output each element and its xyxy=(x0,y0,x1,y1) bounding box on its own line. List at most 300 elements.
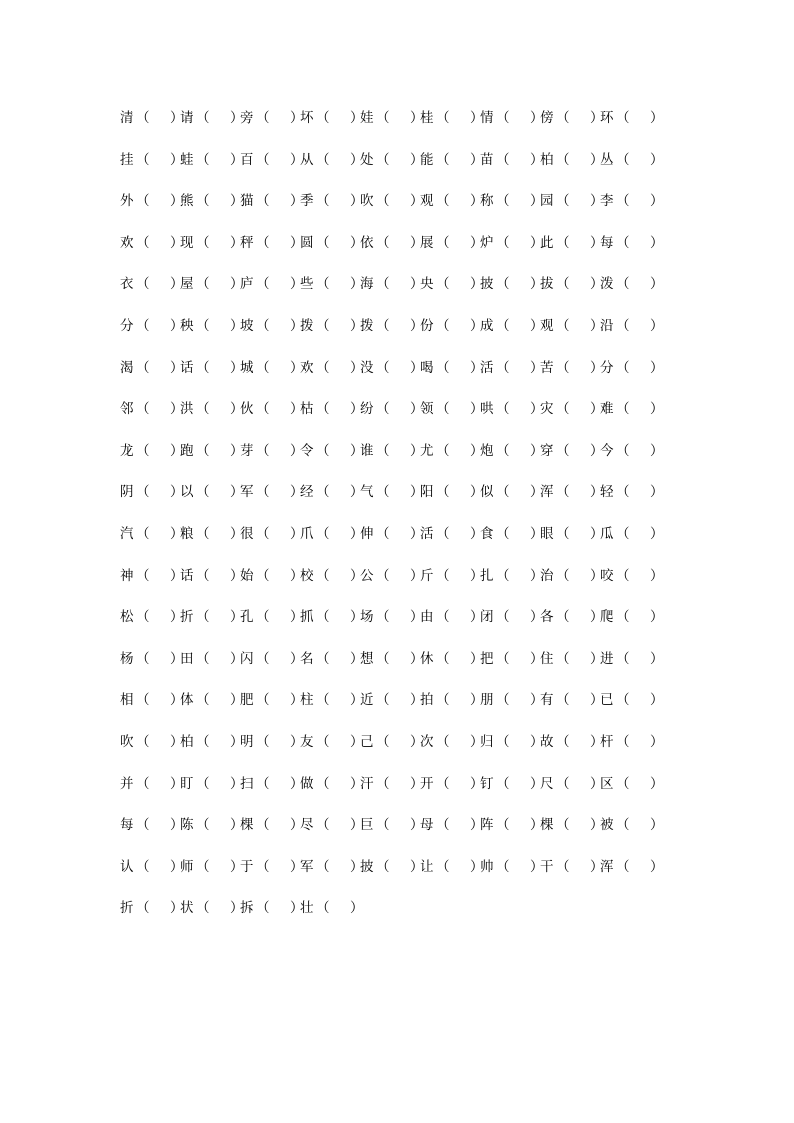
open-paren: （ xyxy=(136,775,150,792)
worksheet-row xyxy=(120,233,680,275)
close-paren: ） xyxy=(530,858,544,875)
close-paren: ） xyxy=(350,110,364,126)
character-blank xyxy=(360,316,424,336)
open-paren: （ xyxy=(136,900,150,917)
character: 情 xyxy=(480,110,494,126)
character-blank xyxy=(480,191,544,211)
close-paren: ） xyxy=(230,484,244,501)
close-paren: ） xyxy=(410,525,424,542)
close-paren: ） xyxy=(350,359,364,376)
close-paren: ） xyxy=(170,692,184,709)
open-paren: （ xyxy=(196,151,210,168)
close-paren: ） xyxy=(650,234,664,251)
close-paren: ） xyxy=(470,692,484,709)
character: 似 xyxy=(480,484,494,501)
character: 棵 xyxy=(240,817,254,834)
character-blank xyxy=(420,732,484,752)
character-blank xyxy=(240,233,304,253)
close-paren: ） xyxy=(290,733,304,750)
open-paren: （ xyxy=(496,401,510,418)
open-paren: （ xyxy=(136,817,150,834)
character-blank xyxy=(420,774,484,794)
character-blank xyxy=(300,566,364,586)
open-paren: （ xyxy=(556,525,570,542)
open-paren: （ xyxy=(616,359,630,376)
close-paren: ） xyxy=(650,525,664,542)
close-paren: ） xyxy=(290,692,304,709)
character: 每 xyxy=(120,817,134,834)
open-paren: （ xyxy=(436,609,450,626)
character-blank xyxy=(600,482,664,502)
character-blank xyxy=(480,233,544,253)
open-paren: （ xyxy=(616,609,630,626)
character-blank xyxy=(420,482,484,502)
open-paren: （ xyxy=(136,359,150,376)
character: 开 xyxy=(420,775,434,792)
character: 被 xyxy=(600,817,614,834)
close-paren: ） xyxy=(350,858,364,875)
character-blank xyxy=(240,566,304,586)
character-blank xyxy=(240,815,304,835)
character: 神 xyxy=(120,567,134,584)
worksheet-row xyxy=(120,566,680,608)
close-paren: ） xyxy=(290,401,304,418)
character-blank xyxy=(600,441,664,461)
close-paren: ） xyxy=(530,567,544,584)
open-paren: （ xyxy=(256,525,270,542)
close-paren: ） xyxy=(530,359,544,376)
close-paren: ） xyxy=(470,567,484,584)
character-blank xyxy=(180,774,244,794)
open-paren: （ xyxy=(136,401,150,418)
close-paren: ） xyxy=(290,442,304,459)
character-blank xyxy=(600,316,664,336)
character-blank xyxy=(300,399,364,419)
open-paren: （ xyxy=(436,151,450,168)
open-paren: （ xyxy=(376,484,390,501)
character: 从 xyxy=(300,151,314,168)
open-paren: （ xyxy=(616,110,630,126)
close-paren: ） xyxy=(230,817,244,834)
character: 请 xyxy=(180,110,194,126)
character: 公 xyxy=(360,567,374,584)
open-paren: （ xyxy=(256,817,270,834)
character: 衣 xyxy=(120,276,134,293)
open-paren: （ xyxy=(376,234,390,251)
character: 杨 xyxy=(120,650,134,667)
open-paren: （ xyxy=(436,525,450,542)
close-paren: ） xyxy=(470,442,484,459)
open-paren: （ xyxy=(316,609,330,626)
worksheet-row xyxy=(120,316,680,358)
open-paren: （ xyxy=(316,359,330,376)
character-blank xyxy=(180,566,244,586)
character-blank xyxy=(600,150,664,170)
close-paren: ） xyxy=(350,484,364,501)
open-paren: （ xyxy=(136,692,150,709)
close-paren: ） xyxy=(290,525,304,542)
character: 粮 xyxy=(180,525,194,542)
open-paren: （ xyxy=(316,567,330,584)
character: 浑 xyxy=(540,484,554,501)
character-blank xyxy=(360,607,424,627)
character: 盯 xyxy=(180,775,194,792)
close-paren: ） xyxy=(290,193,304,210)
character-blank xyxy=(300,274,364,294)
open-paren: （ xyxy=(556,775,570,792)
character: 挂 xyxy=(120,151,134,168)
character-blank xyxy=(600,607,664,627)
character: 扫 xyxy=(240,775,254,792)
close-paren: ） xyxy=(530,525,544,542)
close-paren: ） xyxy=(410,317,424,334)
character: 旁 xyxy=(240,110,254,126)
open-paren: （ xyxy=(136,733,150,750)
close-paren: ） xyxy=(470,193,484,210)
close-paren: ） xyxy=(650,484,664,501)
character-blank xyxy=(600,358,664,378)
character: 欢 xyxy=(120,234,134,251)
open-paren: （ xyxy=(616,733,630,750)
open-paren: （ xyxy=(496,151,510,168)
close-paren: ） xyxy=(350,234,364,251)
character: 吹 xyxy=(120,733,134,750)
close-paren: ） xyxy=(290,858,304,875)
character-blank xyxy=(240,108,304,128)
character: 称 xyxy=(480,193,494,210)
character: 炮 xyxy=(480,442,494,459)
open-paren: （ xyxy=(256,567,270,584)
open-paren: （ xyxy=(436,234,450,251)
character-blank xyxy=(540,316,604,336)
character-blank xyxy=(300,150,364,170)
worksheet-row xyxy=(120,482,680,524)
open-paren: （ xyxy=(436,650,450,667)
character-blank xyxy=(180,690,244,710)
character: 百 xyxy=(240,151,254,168)
close-paren: ） xyxy=(590,858,604,875)
character-blank xyxy=(540,150,604,170)
open-paren: （ xyxy=(556,609,570,626)
character-blank xyxy=(360,774,424,794)
open-paren: （ xyxy=(316,817,330,834)
close-paren: ） xyxy=(470,317,484,334)
character-blank xyxy=(420,649,484,669)
character: 披 xyxy=(480,276,494,293)
character: 经 xyxy=(300,484,314,501)
close-paren: ） xyxy=(230,525,244,542)
character-blank xyxy=(120,649,184,669)
character: 伙 xyxy=(240,401,254,418)
character: 坏 xyxy=(300,110,314,126)
close-paren: ） xyxy=(350,401,364,418)
open-paren: （ xyxy=(496,609,510,626)
character-blank xyxy=(360,233,424,253)
close-paren: ） xyxy=(410,234,424,251)
worksheet-row xyxy=(120,399,680,441)
character: 令 xyxy=(300,442,314,459)
character-blank xyxy=(360,441,424,461)
character-blank xyxy=(300,524,364,544)
character: 休 xyxy=(420,650,434,667)
character-blank xyxy=(600,732,664,752)
character-blank xyxy=(240,274,304,294)
character-blank xyxy=(180,316,244,336)
close-paren: ） xyxy=(230,234,244,251)
open-paren: （ xyxy=(376,733,390,750)
character: 并 xyxy=(120,775,134,792)
character-blank xyxy=(180,150,244,170)
character-blank xyxy=(480,524,544,544)
character-blank xyxy=(360,108,424,128)
character: 拨 xyxy=(360,317,374,334)
character: 次 xyxy=(420,733,434,750)
character: 军 xyxy=(300,858,314,875)
open-paren: （ xyxy=(256,733,270,750)
open-paren: （ xyxy=(136,317,150,334)
character-blank xyxy=(300,649,364,669)
character: 友 xyxy=(300,733,314,750)
open-paren: （ xyxy=(436,484,450,501)
open-paren: （ xyxy=(256,151,270,168)
character-blank xyxy=(480,316,544,336)
open-paren: （ xyxy=(496,692,510,709)
character: 此 xyxy=(540,234,554,251)
open-paren: （ xyxy=(256,110,270,126)
character-blank xyxy=(420,607,484,627)
worksheet-row xyxy=(120,690,680,732)
character-blank xyxy=(180,274,244,294)
open-paren: （ xyxy=(256,692,270,709)
worksheet-row xyxy=(120,274,680,316)
character: 纷 xyxy=(360,401,374,418)
character: 没 xyxy=(360,359,374,376)
character-blank xyxy=(540,857,604,877)
character: 沿 xyxy=(600,317,614,334)
open-paren: （ xyxy=(136,858,150,875)
character-blank xyxy=(480,441,544,461)
character-blank xyxy=(420,274,484,294)
close-paren: ） xyxy=(410,276,424,293)
close-paren: ） xyxy=(650,401,664,418)
character: 份 xyxy=(420,317,434,334)
open-paren: （ xyxy=(496,733,510,750)
close-paren: ） xyxy=(410,359,424,376)
character: 喝 xyxy=(420,359,434,376)
close-paren: ） xyxy=(530,692,544,709)
character: 话 xyxy=(180,359,194,376)
open-paren: （ xyxy=(496,484,510,501)
open-paren: （ xyxy=(256,484,270,501)
close-paren: ） xyxy=(590,276,604,293)
open-paren: （ xyxy=(556,692,570,709)
close-paren: ） xyxy=(290,317,304,334)
character: 苗 xyxy=(480,151,494,168)
character: 帅 xyxy=(480,858,494,875)
open-paren: （ xyxy=(376,151,390,168)
character: 已 xyxy=(600,692,614,709)
close-paren: ） xyxy=(230,609,244,626)
character-blank xyxy=(240,399,304,419)
close-paren: ） xyxy=(350,193,364,210)
character: 汽 xyxy=(120,525,134,542)
character: 瓜 xyxy=(600,525,614,542)
character: 闭 xyxy=(480,609,494,626)
character: 折 xyxy=(120,900,134,917)
character: 体 xyxy=(180,692,194,709)
character-blank xyxy=(600,274,664,294)
open-paren: （ xyxy=(316,442,330,459)
character: 由 xyxy=(420,609,434,626)
character: 明 xyxy=(240,733,254,750)
close-paren: ） xyxy=(590,234,604,251)
character-blank xyxy=(240,482,304,502)
close-paren: ） xyxy=(350,692,364,709)
character-blank xyxy=(480,815,544,835)
open-paren: （ xyxy=(616,193,630,210)
close-paren: ） xyxy=(290,359,304,376)
close-paren: ） xyxy=(650,733,664,750)
character: 熊 xyxy=(180,193,194,210)
character: 阵 xyxy=(480,817,494,834)
close-paren: ） xyxy=(590,650,604,667)
character-blank xyxy=(240,857,304,877)
character-blank xyxy=(180,857,244,877)
close-paren: ） xyxy=(170,110,184,126)
open-paren: （ xyxy=(256,359,270,376)
close-paren: ） xyxy=(530,733,544,750)
character: 秧 xyxy=(180,317,194,334)
close-paren: ） xyxy=(230,151,244,168)
open-paren: （ xyxy=(136,567,150,584)
open-paren: （ xyxy=(616,442,630,459)
character-blank xyxy=(180,191,244,211)
close-paren: ） xyxy=(170,775,184,792)
close-paren: ） xyxy=(590,151,604,168)
character: 桂 xyxy=(420,110,434,126)
character: 李 xyxy=(600,193,614,210)
open-paren: （ xyxy=(136,442,150,459)
character: 近 xyxy=(360,692,374,709)
close-paren: ） xyxy=(590,193,604,210)
close-paren: ） xyxy=(590,609,604,626)
open-paren: （ xyxy=(316,151,330,168)
close-paren: ） xyxy=(650,359,664,376)
open-paren: （ xyxy=(496,317,510,334)
open-paren: （ xyxy=(316,775,330,792)
character-blank xyxy=(180,441,244,461)
open-paren: （ xyxy=(556,567,570,584)
worksheet-row xyxy=(120,150,680,192)
open-paren: （ xyxy=(316,650,330,667)
open-paren: （ xyxy=(256,900,270,917)
close-paren: ） xyxy=(590,110,604,126)
open-paren: （ xyxy=(436,733,450,750)
close-paren: ） xyxy=(170,151,184,168)
close-paren: ） xyxy=(230,359,244,376)
open-paren: （ xyxy=(316,276,330,293)
character: 认 xyxy=(120,858,134,875)
open-paren: （ xyxy=(496,193,510,210)
open-paren: （ xyxy=(256,650,270,667)
character: 难 xyxy=(600,401,614,418)
close-paren: ） xyxy=(470,525,484,542)
character-blank xyxy=(360,815,424,835)
close-paren: ） xyxy=(650,276,664,293)
open-paren: （ xyxy=(136,151,150,168)
character-blank xyxy=(600,524,664,544)
open-paren: （ xyxy=(376,359,390,376)
open-paren: （ xyxy=(496,442,510,459)
open-paren: （ xyxy=(556,401,570,418)
character-blank xyxy=(120,441,184,461)
character: 跑 xyxy=(180,442,194,459)
open-paren: （ xyxy=(616,276,630,293)
close-paren: ） xyxy=(650,609,664,626)
close-paren: ） xyxy=(410,484,424,501)
close-paren: ） xyxy=(410,733,424,750)
close-paren: ） xyxy=(230,401,244,418)
close-paren: ） xyxy=(230,110,244,126)
close-paren: ） xyxy=(170,525,184,542)
open-paren: （ xyxy=(256,609,270,626)
character: 眼 xyxy=(540,525,554,542)
character: 爪 xyxy=(300,525,314,542)
close-paren: ） xyxy=(650,193,664,210)
character-blank xyxy=(360,524,424,544)
character: 成 xyxy=(480,317,494,334)
character: 汗 xyxy=(360,775,374,792)
character-blank xyxy=(540,774,604,794)
character: 季 xyxy=(300,193,314,210)
character-blank xyxy=(600,191,664,211)
close-paren: ） xyxy=(470,110,484,126)
close-paren: ） xyxy=(470,401,484,418)
character: 相 xyxy=(120,692,134,709)
open-paren: （ xyxy=(556,442,570,459)
close-paren: ） xyxy=(650,858,664,875)
character: 食 xyxy=(480,525,494,542)
open-paren: （ xyxy=(436,817,450,834)
character-blank xyxy=(180,524,244,544)
close-paren: ） xyxy=(350,276,364,293)
character: 哄 xyxy=(480,401,494,418)
worksheet-row xyxy=(120,857,680,899)
open-paren: （ xyxy=(196,609,210,626)
open-paren: （ xyxy=(436,858,450,875)
open-paren: （ xyxy=(556,276,570,293)
character-blank xyxy=(600,566,664,586)
close-paren: ） xyxy=(530,234,544,251)
open-paren: （ xyxy=(196,567,210,584)
open-paren: （ xyxy=(196,650,210,667)
close-paren: ） xyxy=(530,817,544,834)
character-blank xyxy=(120,482,184,502)
open-paren: （ xyxy=(496,817,510,834)
open-paren: （ xyxy=(376,609,390,626)
character: 灾 xyxy=(540,401,554,418)
close-paren: ） xyxy=(170,317,184,334)
open-paren: （ xyxy=(496,525,510,542)
open-paren: （ xyxy=(196,733,210,750)
character-blank xyxy=(240,649,304,669)
open-paren: （ xyxy=(556,359,570,376)
character: 状 xyxy=(180,900,194,917)
open-paren: （ xyxy=(436,567,450,584)
character-blank xyxy=(240,690,304,710)
worksheet-row xyxy=(120,358,680,400)
open-paren: （ xyxy=(196,817,210,834)
